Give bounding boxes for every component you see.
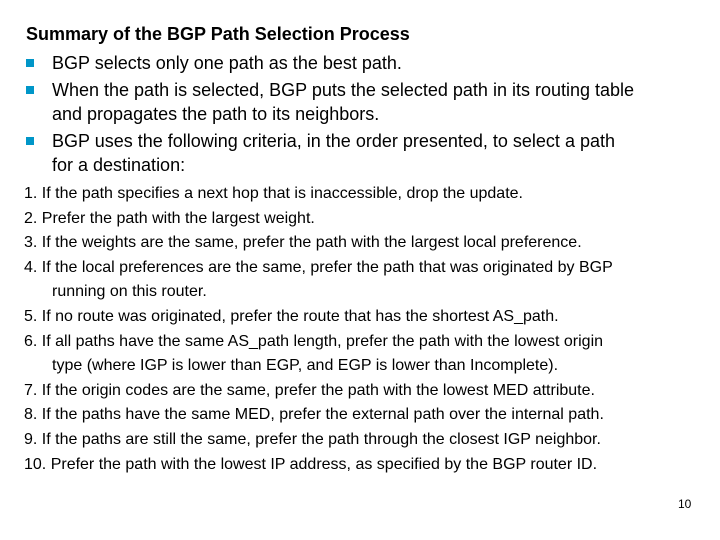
summary-bullet [26, 51, 706, 75]
bullet-line: BGP selects only one path as the best path. [52, 53, 402, 73]
criterion-item [24, 256, 700, 305]
criterion-item [24, 231, 700, 256]
criterion-continuation: running on this router. [52, 283, 207, 301]
criterion-item [24, 305, 700, 330]
square-bullet-icon [26, 59, 34, 67]
criterion-line: 10. Prefer the path with the lowest IP address, as specified by the BGP router ID. [24, 455, 598, 473]
criterion-line: 4. If the local preferences are the same, prefer the path that was originated by BGP [24, 258, 613, 276]
criterion-item [24, 379, 700, 404]
criterion-item [24, 182, 700, 207]
criterion-continuation: type (where IGP is lower than EGP, and EGP is lower than Incomplete). [52, 357, 559, 375]
summary-bullet-list [26, 51, 706, 180]
criterion-line: 8. If the paths have the same MED, prefer the external path over the internal path. [24, 406, 604, 424]
criterion-line: 5. If no route was originated, prefer the route that has the shortest AS_path. [24, 307, 559, 325]
criterion-line: 3. If the weights are the same, prefer the path with the largest local preference. [24, 234, 582, 252]
square-bullet-icon [26, 86, 34, 94]
square-bullet-icon [26, 137, 34, 145]
bullet-line: and propagates the path to its neighbors. [52, 104, 380, 124]
page-number: 10 [678, 497, 692, 511]
criterion-item [24, 403, 700, 428]
criterion-item [24, 207, 700, 232]
bullet-line: BGP uses the following criteria, in the order presented, to select a path [52, 131, 615, 151]
summary-bullet [26, 129, 706, 177]
slide-title: Summary of the BGP Path Selection Process [26, 24, 410, 44]
bullet-line: for a destination: [52, 155, 186, 175]
criterion-line: 9. If the paths are still the same, prefer the path through the closest IGP neighbor. [24, 430, 601, 448]
criterion-line: 2. Prefer the path with the largest weight. [24, 209, 315, 227]
criterion-item [24, 453, 700, 478]
selection-criteria-list [24, 182, 700, 477]
criterion-item [24, 330, 700, 379]
criterion-item [24, 428, 700, 453]
summary-bullet [26, 78, 706, 126]
bullet-line: When the path is selected, BGP puts the selected path in its routing table [52, 80, 635, 100]
criterion-line: 7. If the origin codes are the same, prefer the path with the lowest MED attribute. [24, 381, 595, 399]
criterion-line: 1. If the path specifies a next hop that is inaccessible, drop the update. [24, 185, 523, 202]
criterion-line: 6. If all paths have the same AS_path length, prefer the path with the lowest origin [24, 332, 604, 350]
